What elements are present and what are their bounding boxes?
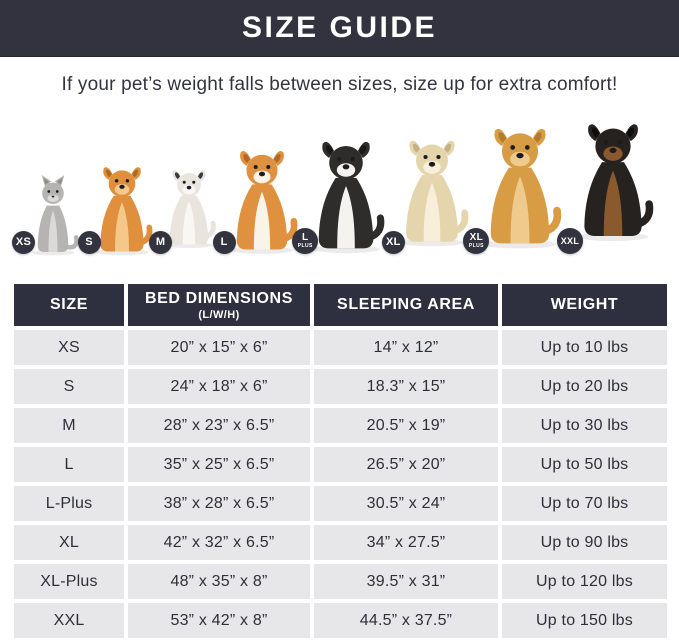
border-collie-image [306,136,386,256]
size-badge-label: M [155,236,166,248]
size-badge-label: XS [15,236,32,248]
size-badge-label: L [302,232,309,243]
cell-sleeping-area: 30.5” x 24” [314,486,498,521]
pet-figure-pomeranian [85,164,154,256]
size-badge-label: XL [469,232,484,243]
size-badge-m [149,231,172,254]
cell-bed-dimensions: 48” x 35” x 8” [128,564,310,599]
cell-weight: Up to 50 lbs [502,447,667,482]
doberman-image [571,106,655,256]
cell-weight: Up to 120 lbs [502,564,667,599]
cell-size: XXL [14,603,124,638]
pet-figure-labrador [385,128,470,256]
cell-bed-dimensions: 20” x 15” x 6” [128,330,310,365]
cell-size: XS [14,330,124,365]
cell-weight: Up to 20 lbs [502,369,667,404]
cell-bed-dimensions: 42” x 32” x 6.5” [128,525,310,560]
header-label: BED DIMENSIONS [145,289,293,307]
cell-sleeping-area: 20.5” x 19” [314,408,498,443]
size-badge-label: S [85,236,93,248]
cell-sleeping-area: 18.3” x 15” [314,369,498,404]
cell-bed-dimensions: 28” x 23” x 6.5” [128,408,310,443]
cell-sleeping-area: 26.5” x 20” [314,447,498,482]
header-cell-bed-dimensions [128,284,310,326]
cell-size: XL-Plus [14,564,124,599]
pet-figure-golden-retriever [468,118,563,256]
size-badge-label: L [220,236,228,248]
cell-weight: Up to 150 lbs [502,603,667,638]
size-badge-sub-label: PLUS [297,243,313,249]
pet-figure-border-collie [297,136,386,256]
size-badge-s [78,231,101,254]
size-table [14,284,667,638]
pet-figure-french-bulldog [155,160,217,256]
golden-retriever-image [477,118,563,256]
size-badge-label: XL [385,236,401,248]
header-cell-size [14,284,124,326]
size-badge-xs [12,231,35,254]
cell-bed-dimensions: 53” x 42” x 8” [128,603,310,638]
size-badge-l [213,231,236,254]
cell-sleeping-area: 39.5” x 31” [314,564,498,599]
header-label: WEIGHT [550,296,619,313]
header-cell-weight [502,284,667,326]
header-cell-sleeping-area [314,284,498,326]
header-label: SLEEPING AREA [337,296,475,313]
cell-weight: Up to 30 lbs [502,408,667,443]
pet-figure-shiba-inu [220,146,299,256]
cell-sleeping-area: 44.5” x 37.5” [314,603,498,638]
cell-size: L [14,447,124,482]
pets-size-row [15,104,655,256]
cell-bed-dimensions: 35” x 25” x 6.5” [128,447,310,482]
size-badge-sub-label: PLUS [468,243,484,249]
cell-sleeping-area: 34” x 27.5” [314,525,498,560]
cell-size: XL [14,525,124,560]
pet-figure-doberman [560,106,655,256]
subtitle-text: If your pet’s weight falls between sizes, size up for extra comfort! [61,74,618,95]
pet-figure-cat [15,174,82,256]
cell-sleeping-area: 14” x 12” [314,330,498,365]
cell-size: S [14,369,124,404]
shiba-inu-image [225,146,299,256]
labrador-image [394,128,470,256]
cell-size: L-Plus [14,486,124,521]
header-sub-label: (L/W/H) [198,308,240,321]
cell-bed-dimensions: 24” x 18” x 6” [128,369,310,404]
cell-weight: Up to 90 lbs [502,525,667,560]
size-badge-xl [382,231,405,254]
cell-weight: Up to 70 lbs [502,486,667,521]
size-badge-label: XXL [560,235,580,246]
header-label: SIZE [50,296,88,313]
cell-weight: Up to 10 lbs [502,330,667,365]
page-title: SIZE GUIDE [241,11,438,44]
size-badge-xxl [557,228,583,254]
cell-size: M [14,408,124,443]
title-bar [0,0,679,57]
cell-bed-dimensions: 38” x 28” x 6.5” [128,486,310,521]
